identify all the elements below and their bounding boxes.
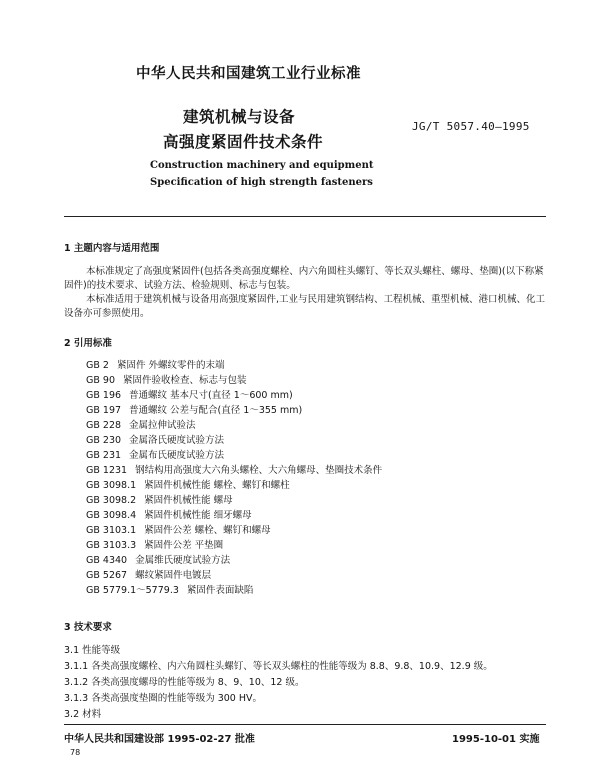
- section-2-heading: 2 引用标准: [64, 338, 112, 349]
- ref-title: 普通螺纹 基本尺寸(直径 1～600 mm): [129, 390, 293, 401]
- footer-divider: [64, 724, 546, 725]
- list-item: [86, 538, 382, 553]
- ref-code: GB 3098.2: [86, 495, 137, 506]
- referenced-standards-list: [86, 358, 382, 598]
- section-3-1: 3.1 性能等级: [64, 645, 121, 656]
- list-item: [86, 493, 382, 508]
- list-item: [86, 568, 382, 583]
- document-title-line2: 高强度紧固件技术条件: [163, 133, 324, 151]
- section-1-paragraph-2: 本标准适用于建筑机械与设备用高强度紧固件,工业与民用建筑钢结构、工程机械、重型机械、港口机械、化工设备亦可参照使用。: [64, 294, 546, 319]
- ref-code: GB 197: [86, 405, 122, 416]
- ref-title: 紧固件表面缺陷: [186, 585, 254, 596]
- implementation-date: 1995-10-01 实施: [452, 734, 540, 745]
- section-3-1-1: 3.1.1 各类高强度螺栓、内六角圆柱头螺钉、等长双头螺柱的性能等级为 8.8、9.8、10.9、12.9 级。: [64, 661, 493, 672]
- ref-code: GB 5267: [86, 570, 128, 581]
- ref-code: GB 4340: [86, 555, 128, 566]
- ref-title: 紧固件 外螺纹零件的末端: [116, 360, 225, 371]
- section-3-2: 3.2 材料: [64, 709, 102, 720]
- list-item: [86, 523, 382, 538]
- section-3-1-3: 3.1.3 各类高强度垫圈的性能等级为 300 HV。: [64, 693, 263, 704]
- ref-title: 金属洛氏硬度试验方法: [129, 435, 225, 446]
- ref-title: 普通螺纹 公差与配合(直径 1～355 mm): [129, 405, 303, 416]
- ref-code: GB 2: [86, 360, 109, 371]
- list-item: [86, 463, 382, 478]
- standard-type-header: 中华人民共和国建筑工业行业标准: [136, 66, 361, 82]
- ref-title: 紧固件公差 螺栓、螺钉和螺母: [144, 525, 271, 536]
- ref-code: GB 3103.3: [86, 540, 137, 551]
- ref-title: 紧固件机械性能 螺母: [144, 495, 233, 506]
- ref-title: 金属拉伸试验法: [129, 420, 196, 431]
- ref-title: 紧固件公差 平垫圈: [144, 540, 224, 551]
- list-item: [86, 508, 382, 523]
- standard-code: JG/T 5057.40—1995: [412, 120, 530, 133]
- ref-title: 紧固件验收检查、标志与包装: [123, 375, 247, 386]
- ref-title: 螺纹紧固件电镀层: [135, 570, 212, 581]
- ref-code: GB 231: [86, 450, 122, 461]
- list-item: [86, 358, 382, 373]
- ref-title: 紧固件机械性能 螺栓、螺钉和螺柱: [144, 480, 290, 491]
- page-number: 78: [70, 748, 81, 757]
- ref-code: GB 90: [86, 375, 115, 386]
- ref-title: 紧固件机械性能 细牙螺母: [144, 510, 252, 521]
- document-title-line1: 建筑机械与设备: [183, 108, 296, 126]
- list-item: [86, 403, 382, 418]
- ref-title: 金属布氏硬度试验方法: [129, 450, 225, 461]
- ref-title: 金属维氏硬度试验方法: [135, 555, 231, 566]
- list-item: [86, 418, 382, 433]
- english-title-line2: Specification of high strength fasteners: [150, 177, 373, 188]
- list-item: [86, 373, 382, 388]
- ref-code: GB 230: [86, 435, 122, 446]
- section-1-paragraph-1: 本标准规定了高强度紧固件(包括各类高强度螺栓、内六角圆柱头螺钉、等长双头螺柱、螺母、垫圈)(以下称紧固件)的技术要求、试验方法、检验规则、标志与包装。: [64, 266, 544, 291]
- list-item: [86, 478, 382, 493]
- list-item: [86, 433, 382, 448]
- ref-code: GB 5779.1～5779.3: [86, 585, 179, 596]
- list-item: [86, 553, 382, 568]
- ref-code: GB 196: [86, 390, 122, 401]
- approval-statement: 中华人民共和国建设部 1995-02-27 批准: [64, 734, 255, 745]
- ref-code: GB 3098.1: [86, 480, 137, 491]
- section-3-1-2: 3.1.2 各类高强度螺母的性能等级为 8、9、10、12 级。: [64, 677, 305, 688]
- list-item: [86, 448, 382, 463]
- section-3-heading: 3 技术要求: [64, 622, 112, 633]
- ref-code: GB 3103.1: [86, 525, 137, 536]
- ref-code: GB 3098.4: [86, 510, 137, 521]
- section-1-heading: 1 主题内容与适用范围: [64, 243, 160, 254]
- list-item: [86, 388, 382, 403]
- ref-code: GB 1231: [86, 465, 128, 476]
- list-item: [86, 583, 382, 598]
- ref-title: 钢结构用高强度大六角头螺栓、大六角螺母、垫圈技术条件: [135, 465, 383, 476]
- header-divider: [64, 216, 546, 217]
- ref-code: GB 228: [86, 420, 122, 431]
- english-title-line1: Construction machinery and equipment: [150, 160, 374, 171]
